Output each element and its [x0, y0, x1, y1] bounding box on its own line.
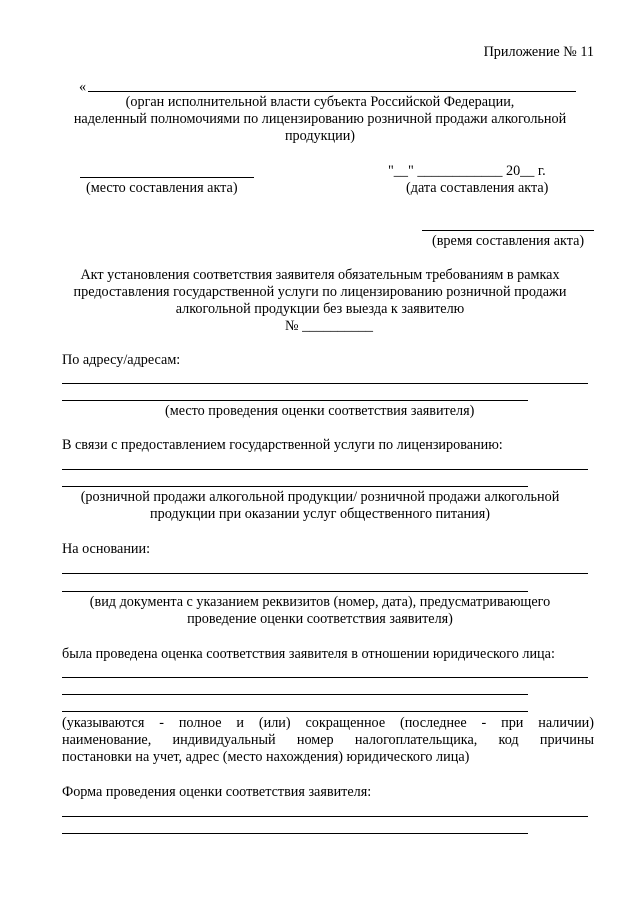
basis-caption-1: (вид документа с указанием реквизитов (номер, дата), предусматривающего — [89, 594, 551, 610]
address-fill-line-1[interactable] — [62, 383, 588, 384]
authority-open-quote: « — [79, 79, 87, 95]
address-caption: (место проведения оценки соответствия заявителя) — [165, 403, 475, 419]
time-caption: (время составления акта) — [432, 233, 585, 249]
form-fill-line-1[interactable] — [62, 816, 588, 817]
service-label: В связи с предоставлением государственной услуги по лицензированию: — [62, 437, 503, 453]
authority-caption-1: (орган исполнительной власти субъекта Российской Федерации, — [125, 94, 515, 110]
address-fill-line-2[interactable] — [62, 400, 528, 401]
assessment-label: была проведена оценка соответствия заявителя в отношении юридического лица: — [62, 646, 555, 662]
appendix-label: Приложение № 11 — [483, 44, 594, 60]
basis-fill-line-1[interactable] — [62, 573, 588, 574]
service-caption-2: продукции при оказании услуг общественного питания) — [150, 506, 490, 522]
act-title-line-3: алкогольной продукции без выезда к заявителю — [175, 301, 465, 317]
authority-caption-2: наделенный полномочиями по лицензированию розничной продажи алкогольной — [73, 111, 567, 127]
basis-label: На основании: — [62, 541, 151, 557]
basis-caption-2: проведение оценки соответствия заявителя) — [187, 611, 453, 627]
form-fill-line-2[interactable] — [62, 833, 528, 834]
address-label: По адресу/адресам: — [62, 352, 181, 368]
place-fill-line[interactable] — [80, 177, 254, 178]
time-fill-line[interactable] — [422, 230, 594, 231]
place-caption: (место составления акта) — [86, 180, 238, 196]
service-fill-line-2[interactable] — [62, 486, 528, 487]
form-label: Форма проведения оценки соответствия заявителя: — [62, 784, 372, 800]
act-number[interactable]: № __________ — [285, 318, 374, 334]
basis-fill-line-2[interactable] — [62, 591, 528, 592]
authority-caption-3: продукции) — [284, 128, 356, 144]
act-title-line-1: Акт установления соответствия заявителя обязательным требованиям в рамках — [80, 267, 560, 283]
entity-fill-line-3[interactable] — [62, 711, 528, 712]
act-title-line-2: предоставления государственной услуги по лицензированию розничной продажи — [73, 284, 567, 300]
entity-fill-line-1[interactable] — [62, 677, 588, 678]
service-fill-line-1[interactable] — [62, 469, 588, 470]
date-caption: (дата составления акта) — [406, 180, 549, 196]
entity-caption-2: наименование, индивидуальный номер налогоплательщика, код причины — [62, 732, 594, 748]
entity-caption-3: постановки на учет, адрес (место нахождения) юридического лица) — [62, 749, 470, 765]
service-caption-1: (розничной продажи алкогольной продукции/ розничной продажи алкогольной — [80, 489, 560, 505]
entity-fill-line-2[interactable] — [62, 694, 528, 695]
entity-caption-1: (указываются - полное и (или) сокращенное (последнее - при наличии) — [62, 715, 594, 731]
date-fill-line[interactable]: "__" ____________ 20__ г. — [388, 163, 546, 179]
authority-fill-line[interactable] — [88, 91, 576, 92]
